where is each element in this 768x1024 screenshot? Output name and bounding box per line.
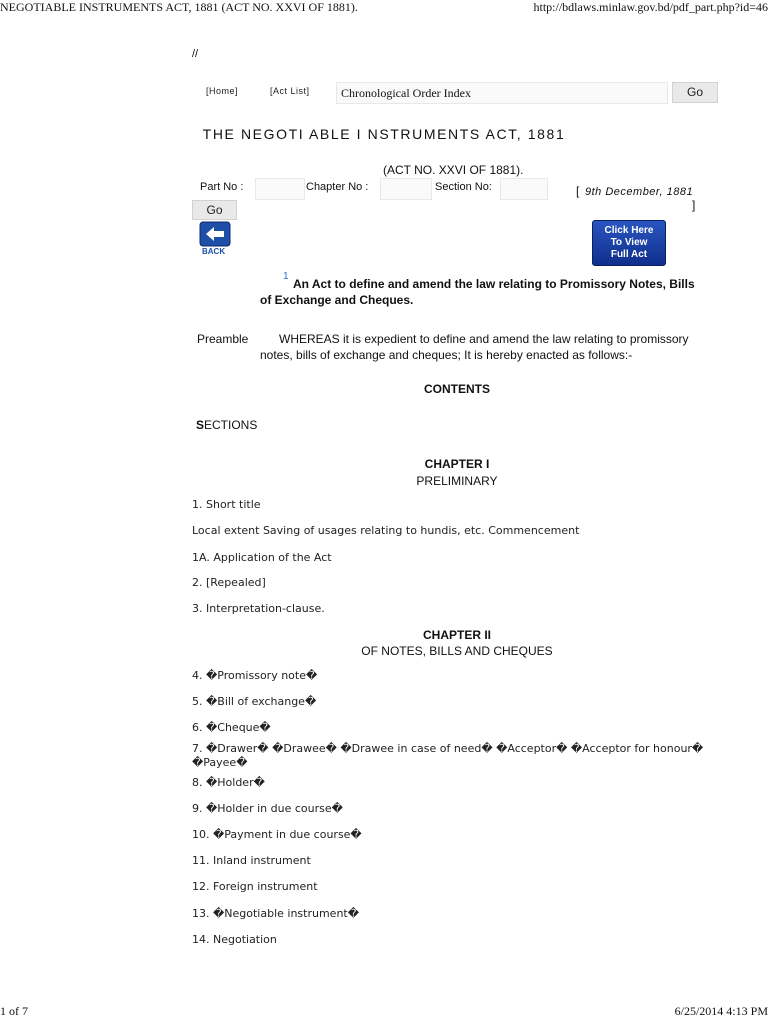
chapter-2-heading: CHAPTER II xyxy=(422,628,491,642)
section-link[interactable]: 3. Interpretation-clause. xyxy=(192,602,325,615)
section-label: Section No: xyxy=(435,181,492,193)
section-input[interactable] xyxy=(500,178,548,200)
footnote-marker[interactable]: 1 xyxy=(283,271,289,282)
enactment-date: 9th December, 1881 xyxy=(585,186,694,198)
section-link[interactable]: 6. �Cheque� xyxy=(192,721,271,734)
print-header-title: NEGOTIABLE INSTRUMENTS ACT, 1881 (ACT NO. XXVI OF 1881). xyxy=(0,0,358,14)
stray-slashes: // xyxy=(192,48,199,60)
part-label: Part No : xyxy=(200,181,244,193)
section-link[interactable]: Local extent Saving of usages relating to hundis, etc. Commencement xyxy=(192,524,580,537)
full-act-line-1: Click Here xyxy=(604,225,654,236)
print-header-url: http://bdlaws.minlaw.gov.bd/pdf_part.php?id=46 xyxy=(533,0,768,14)
print-footer-page: 1 of 7 xyxy=(0,1004,28,1018)
full-act-line-2: To View xyxy=(610,237,648,248)
section-link[interactable]: 5. �Bill of exchange� xyxy=(192,695,317,708)
section-link[interactable]: 4. �Promissory note� xyxy=(192,669,318,682)
full-act-line-3: Full Act xyxy=(610,249,648,260)
view-full-act-button[interactable] xyxy=(592,220,666,266)
page-title: THE NEGOTI ABLE I NSTRUMENTS ACT, 1881 xyxy=(202,126,566,142)
chapter-input[interactable] xyxy=(380,178,432,200)
section-link[interactable]: 7. �Drawer� �Drawee� �Drawee in case of need� �Acceptor� �Acceptor for honour� xyxy=(192,742,704,755)
section-link[interactable]: 1A. Application of the Act xyxy=(192,551,332,564)
act-list-link[interactable]: [Act List] xyxy=(270,86,310,96)
section-link[interactable]: 10. �Payment in due course� xyxy=(192,828,362,841)
section-link[interactable]: 8. �Holder� xyxy=(192,776,265,789)
section-link[interactable]: 14. Negotiation xyxy=(192,933,277,946)
long-title-line-1: An Act to define and amend the law relating to Promissory Notes, Bills xyxy=(293,277,695,291)
preamble-label: Preamble xyxy=(197,332,249,346)
part-input[interactable] xyxy=(255,178,305,200)
part-go-button[interactable]: Go xyxy=(192,200,237,220)
long-title-line-2: of Exchange and Cheques. xyxy=(260,293,414,307)
index-select[interactable]: Chronological Order Index xyxy=(336,82,668,104)
print-footer-timestamp: 6/25/2014 4:13 PM xyxy=(674,1004,768,1018)
section-link-continuation[interactable]: �Payee� xyxy=(192,756,248,769)
section-link[interactable]: 1. Short title xyxy=(192,498,261,511)
chapter-1-subheading: PRELIMINARY xyxy=(416,474,498,488)
index-go-button[interactable]: Go xyxy=(672,82,718,103)
act-number: (ACT NO. XXVI OF 1881). xyxy=(383,163,524,177)
section-link[interactable]: 9. �Holder in due course� xyxy=(192,802,343,815)
contents-heading: CONTENTS xyxy=(424,382,490,396)
chapter-label: Chapter No : xyxy=(306,181,369,193)
back-button[interactable] xyxy=(197,221,234,257)
section-link[interactable]: 12. Foreign instrument xyxy=(192,880,318,893)
back-label: BACK xyxy=(202,247,226,256)
home-link[interactable]: [Home] xyxy=(206,86,239,96)
date-bracket-close: ] xyxy=(692,198,696,212)
chapter-1-heading: CHAPTER I xyxy=(424,457,490,471)
section-link[interactable]: 2. [Repealed] xyxy=(192,576,266,589)
section-link[interactable]: 13. �Negotiable instrument� xyxy=(192,907,360,920)
preamble-text-line-2: notes, bills of exchange and cheques; It is hereby enacted as follows:- xyxy=(260,348,633,362)
sections-heading: SECTIONS xyxy=(196,418,258,432)
preamble-text-line-1: WHEREAS it is expedient to define and amend the law relating to promissory xyxy=(279,332,689,346)
date-bracket-open: [ xyxy=(576,184,580,198)
chapter-2-subheading: OF NOTES, BILLS AND CHEQUES xyxy=(361,644,553,658)
section-link[interactable]: 11. Inland instrument xyxy=(192,854,311,867)
